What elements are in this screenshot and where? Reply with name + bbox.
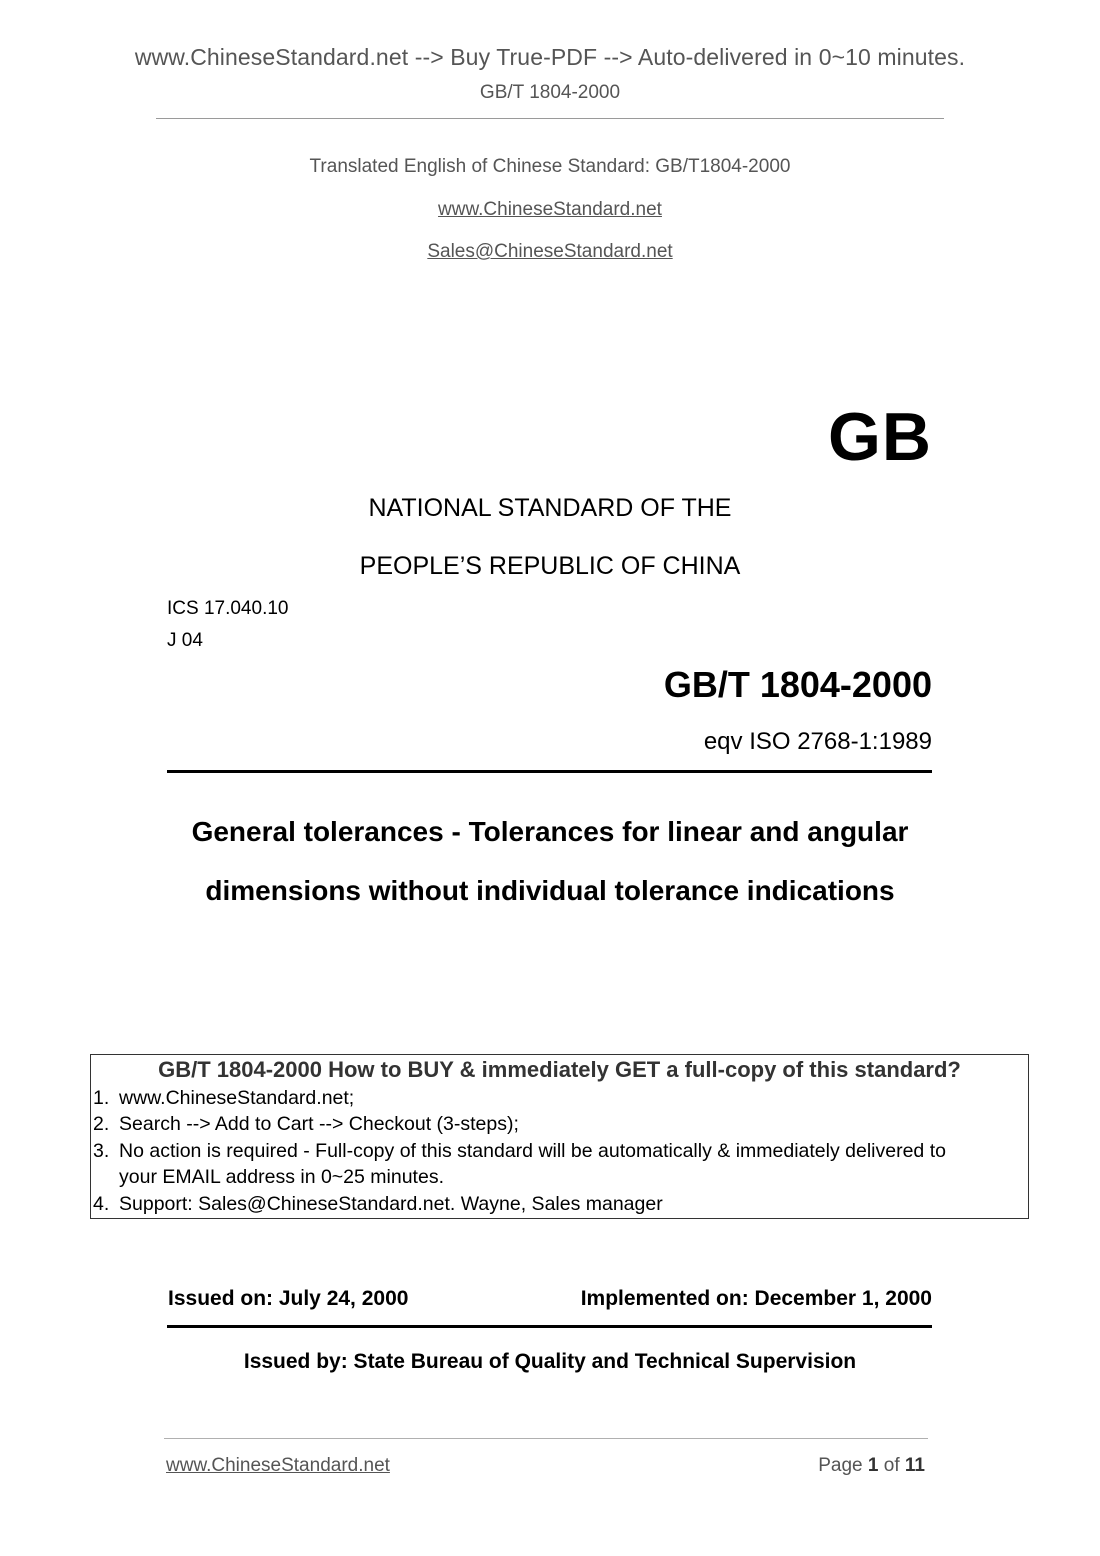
step-text: www.ChineseStandard.net;	[119, 1087, 355, 1109]
title-divider	[167, 770, 932, 773]
standard-number: GB/T 1804-2000	[663, 664, 932, 705]
document-title-line1: General tolerances - Tolerances for linear and angular	[191, 816, 909, 847]
page-of-label: of	[883, 1455, 900, 1476]
issued-on-date: Issued on: July 24, 2000	[168, 1287, 409, 1310]
footer-website-link[interactable]: www.ChineseStandard.net	[166, 1455, 390, 1476]
footer-divider	[164, 1438, 928, 1439]
website-link-row	[0, 199, 1100, 221]
issuing-authority: Issued by: State Bureau of Quality and Technical Supervision	[243, 1350, 857, 1373]
step-text: Support: Sales@ChineseStandard.net. Wayne, Sales manager	[119, 1193, 663, 1215]
classification-code: J 04	[167, 630, 203, 651]
ics-code: ICS 17.040.10	[167, 598, 289, 619]
implemented-on-date: Implemented on: December 1, 2000	[580, 1287, 932, 1310]
email-link[interactable]: Sales@ChineseStandard.net	[427, 241, 673, 262]
equivalence-note: eqv ISO 2768-1:1989	[703, 728, 932, 755]
step-number: 1.	[93, 1087, 110, 1109]
step-text: No action is required - Full-copy of this standard will be automatically & immediately delivered to	[119, 1140, 946, 1162]
website-link[interactable]: www.ChineseStandard.net	[438, 199, 662, 220]
purchase-step	[93, 1113, 519, 1136]
dates-divider	[167, 1325, 932, 1328]
step-number: 4.	[93, 1193, 110, 1215]
email-link-row	[0, 241, 1100, 263]
page-label: Page	[818, 1455, 863, 1476]
purchase-info-box	[90, 1054, 1029, 1219]
national-standard-line2: PEOPLE’S REPUBLIC OF CHINA	[359, 552, 741, 580]
national-standard-line1: NATIONAL STANDARD OF THE	[368, 494, 732, 522]
page-current: 1	[867, 1455, 879, 1476]
page-total: 11	[904, 1455, 925, 1476]
top-banner: www.ChineseStandard.net --> Buy True-PDF --> Auto-delivered in 0~10 minutes.	[134, 44, 966, 70]
purchase-step	[93, 1193, 663, 1216]
step-text: Search --> Add to Cart --> Checkout (3-steps);	[119, 1113, 519, 1135]
header-divider	[156, 118, 944, 119]
header-standard-code: GB/T 1804-2000	[479, 82, 621, 103]
purchase-step	[93, 1087, 354, 1110]
purchase-heading: GB/T 1804-2000 How to BUY & immediately GET a full-copy of this standard?	[158, 1057, 961, 1082]
step-text-continuation: your EMAIL address in 0~25 minutes.	[119, 1166, 444, 1188]
purchase-step	[93, 1140, 946, 1163]
step-number: 2.	[93, 1113, 110, 1135]
translated-notice: Translated English of Chinese Standard: GB/T1804-2000	[309, 156, 791, 177]
step-number: 3.	[93, 1140, 110, 1162]
document-title-line2: dimensions without individual tolerance indications	[205, 875, 895, 906]
page-indicator	[818, 1455, 925, 1477]
gb-mark: GB	[828, 399, 932, 475]
